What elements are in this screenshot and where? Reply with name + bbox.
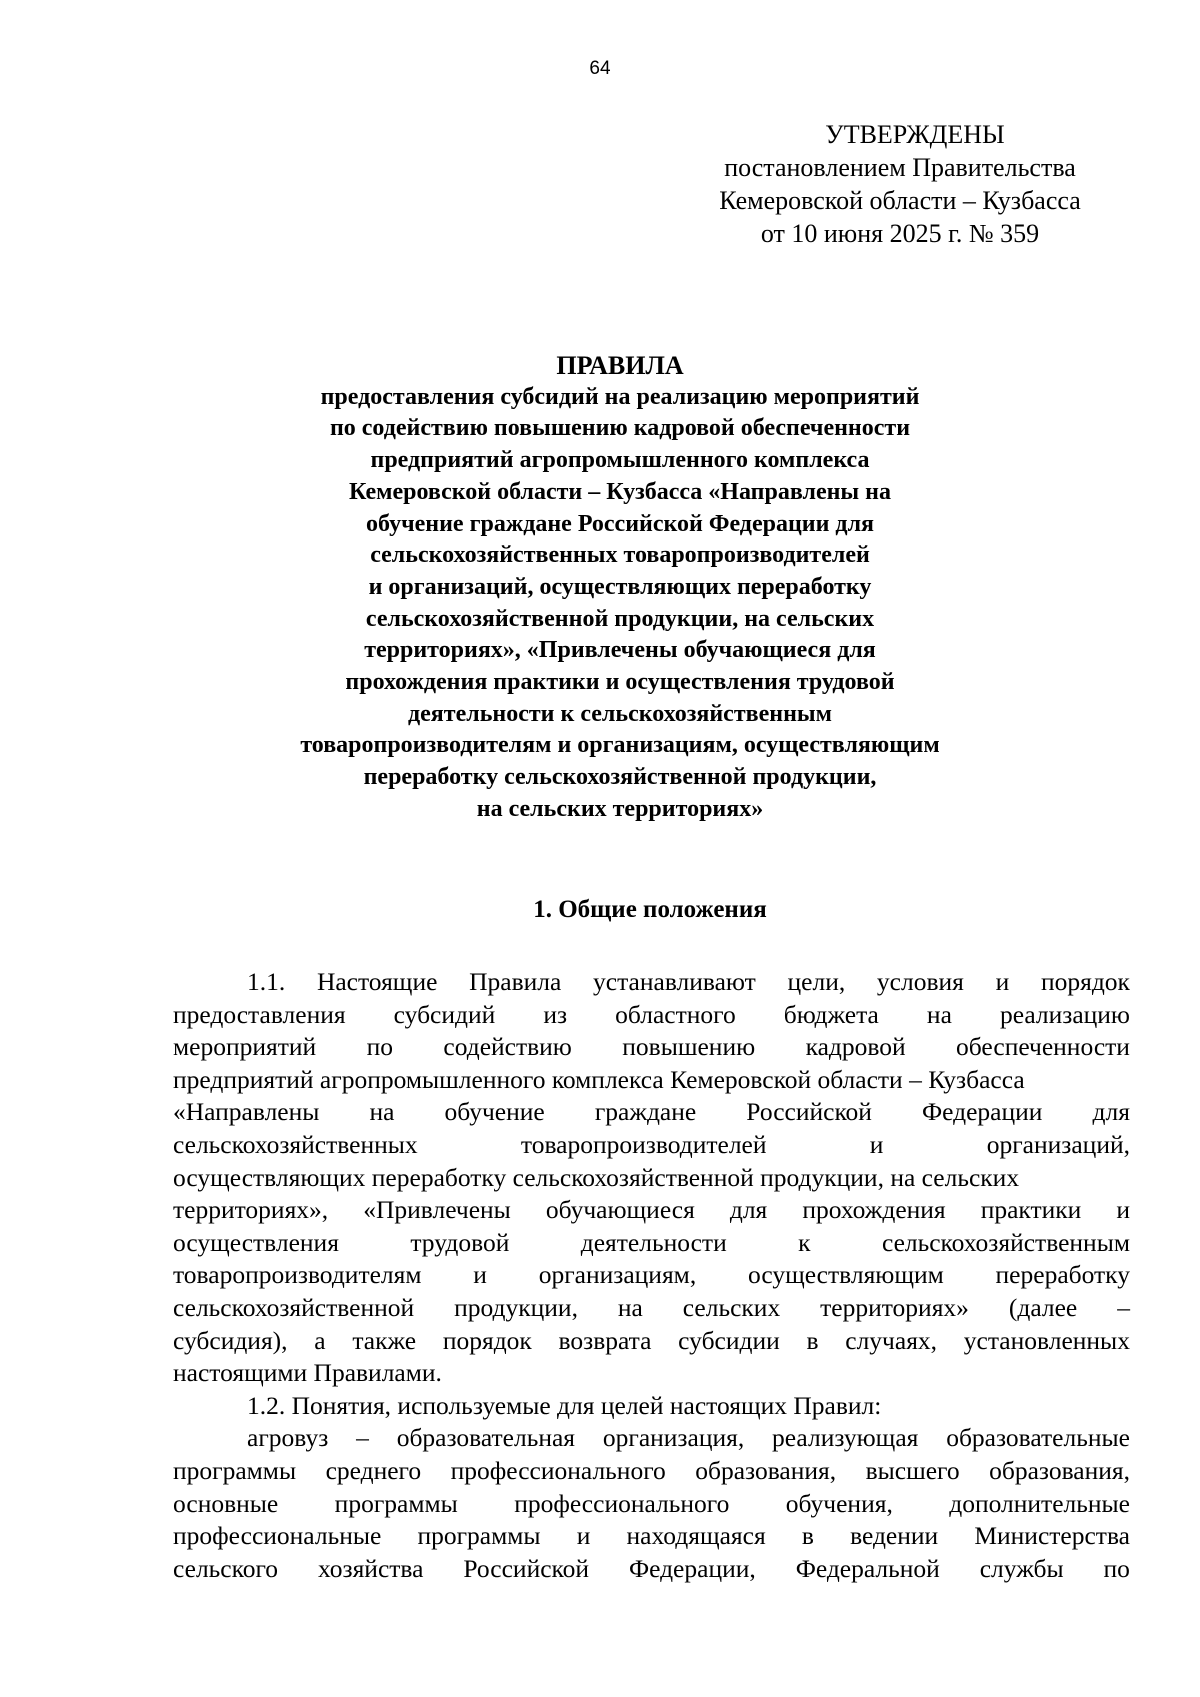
word: обучение (444, 1097, 545, 1127)
approval-line: Кемеровской области – Кузбасса (719, 186, 1081, 215)
word: осуществляющим (747, 1260, 944, 1290)
word: организациям, (538, 1260, 697, 1290)
word: хозяйства (317, 1553, 424, 1583)
word: осуществляющих переработку сельскохозяйственной продукции, на сельских (173, 1162, 1020, 1192)
word: «Направлены (173, 1097, 320, 1127)
page-number: 64 (589, 58, 611, 79)
word: в (801, 1521, 814, 1551)
title-line: сельскохозяйственных товаропроизводителей (370, 542, 870, 569)
word: мероприятий (173, 1032, 317, 1062)
word: территориях» (820, 1292, 969, 1322)
word: Правила (469, 967, 562, 996)
word: Министерства (974, 1521, 1130, 1551)
word: дополнительные (949, 1488, 1130, 1518)
approval-stamp (690, 118, 1110, 250)
paragraph-line (173, 1129, 1130, 1162)
word: на (369, 1097, 395, 1127)
title-line: переработку сельскохозяйственной продукции, (363, 764, 877, 791)
paragraph-definition-agrovuz (173, 1422, 1130, 1585)
word: субсидий (393, 999, 496, 1029)
word: Российской (746, 1097, 872, 1127)
title-line: товаропроизводителям и организациям, осуществляющим (300, 732, 940, 759)
paragraph-line: настоящими Правилами. (173, 1358, 442, 1388)
paragraph-line (173, 1488, 1130, 1521)
paragraph-line (173, 1162, 1130, 1195)
paragraph-line (173, 1064, 1130, 1097)
word: агровуз (247, 1423, 329, 1453)
body-text (173, 966, 1130, 1585)
word: организация, (602, 1423, 745, 1453)
word: для (729, 1195, 768, 1225)
word: Российской (463, 1553, 590, 1583)
word: кадровой (805, 1032, 906, 1062)
word: в (806, 1325, 819, 1355)
word: также (352, 1325, 417, 1355)
paragraph-line (173, 1259, 1130, 1292)
paragraph-1-2: 1.2. Понятия, используемые для целей настоящих Правил: (247, 1390, 882, 1420)
word: программы (173, 1455, 297, 1485)
word: образовательная (396, 1423, 576, 1453)
word: реализацию (999, 999, 1130, 1029)
word: случаях, (845, 1325, 938, 1355)
word: программы (334, 1488, 458, 1518)
title-main: ПРАВИЛА (556, 351, 684, 380)
word: прохождения (802, 1195, 946, 1225)
word: условия (876, 967, 964, 996)
word: образования, (695, 1455, 837, 1485)
title-line: деятельности к сельскохозяйственным (408, 700, 832, 727)
word: службы (979, 1553, 1064, 1583)
word: сельских (682, 1292, 781, 1322)
title-line: территориях», «Привлечены обучающиеся для (364, 637, 876, 664)
word: из (543, 999, 568, 1029)
word: и (473, 1260, 487, 1290)
word: программы (417, 1521, 541, 1551)
title-line: обучение граждане Российской Федерации для (365, 510, 875, 537)
word: для (1092, 1097, 1130, 1127)
word: порядок (1040, 967, 1130, 996)
word: цели, (787, 967, 846, 996)
word: ведении (850, 1521, 939, 1551)
word: товаропроизводителям (173, 1260, 422, 1290)
paragraph-line (173, 1292, 1130, 1325)
paragraph-line (173, 1455, 1130, 1488)
word: товаропроизводителей (520, 1129, 767, 1159)
paragraph-line (173, 1031, 1130, 1064)
paragraph-line (173, 1194, 1130, 1227)
title-line: предприятий агропромышленного комплекса (370, 447, 870, 474)
word: порядок (442, 1325, 532, 1355)
word: находящаяся (626, 1521, 766, 1551)
word: территориях», (173, 1195, 329, 1225)
word: переработку (995, 1260, 1130, 1290)
word: образования, (989, 1455, 1130, 1485)
word: – (356, 1423, 369, 1453)
word: осуществления (173, 1227, 339, 1257)
word: высшего (865, 1455, 960, 1485)
word: профессиональные (173, 1521, 382, 1551)
document-title (200, 350, 1040, 826)
word: субсидии (678, 1325, 780, 1355)
word: 1.1. (247, 967, 286, 996)
word: сельскохозяйственных (173, 1129, 418, 1159)
word: реализующая (772, 1423, 919, 1453)
paragraph-1-1 (173, 966, 1130, 1357)
title-line: и организаций, осуществляющих переработку (368, 573, 872, 600)
word: сельского (173, 1553, 279, 1583)
paragraph-line (173, 1422, 1130, 1455)
paragraph-line (173, 1553, 1130, 1586)
section-heading: 1. Общие положения (533, 896, 767, 923)
word: Настоящие (316, 967, 438, 996)
paragraph-line (173, 1096, 1130, 1129)
word: среднего (325, 1455, 422, 1485)
word: и (869, 1129, 884, 1159)
word: предприятий агропромышленного комплекса Кемеровской области – Кузбасса (173, 1064, 1025, 1094)
word: профессионального (514, 1488, 730, 1518)
title-line: Кемеровской области – Кузбасса «Направлены на (348, 478, 891, 505)
word: областного (615, 999, 736, 1029)
word: (далее (1008, 1292, 1078, 1322)
word: практики (980, 1195, 1082, 1225)
word: и (995, 967, 1010, 996)
word: образовательные (946, 1423, 1130, 1453)
approval-line: постановлением Правительства (724, 153, 1076, 182)
word: сельскохозяйственным (881, 1227, 1130, 1257)
title-line: сельскохозяйственной продукции, на сельских (365, 605, 875, 632)
word: установленных (963, 1325, 1130, 1355)
word: и (1116, 1195, 1130, 1225)
word: предоставления (173, 999, 346, 1029)
word: обучающиеся (545, 1195, 695, 1225)
approval-date-number: от 10 июня 2025 г. № 359 (760, 219, 1040, 248)
paragraph-line (173, 966, 1130, 999)
word: по (366, 1032, 393, 1062)
word: повышению (622, 1032, 756, 1062)
word: содействию (443, 1032, 572, 1062)
word: к (798, 1227, 811, 1257)
word: а (314, 1325, 326, 1355)
title-line: прохождения практики и осуществления трудовой (345, 669, 895, 696)
word: «Привлечены (363, 1195, 511, 1225)
paragraph-line (173, 1520, 1130, 1553)
paragraph-line (173, 1227, 1130, 1260)
title-line: по содействию повышению кадровой обеспеченности (329, 415, 911, 442)
word: обучения, (785, 1488, 893, 1518)
word: профессионального (450, 1455, 666, 1485)
word: Федеральной (795, 1553, 940, 1583)
word: бюджета (783, 999, 879, 1029)
word: на (926, 999, 952, 1029)
word: продукции, (454, 1292, 578, 1322)
word: на (617, 1292, 643, 1322)
word: трудовой (410, 1227, 510, 1257)
word: сельскохозяйственной (173, 1292, 415, 1322)
word: Федерации (922, 1097, 1043, 1127)
word: субсидия), (173, 1325, 288, 1355)
word: устанавливают (593, 967, 756, 996)
approval-heading: УТВЕРЖДЕНЫ (825, 120, 1005, 149)
title-line: предоставления субсидий на реализацию мероприятий (320, 383, 920, 410)
title-line: на сельских территориях» (476, 795, 764, 822)
word: возврата (558, 1325, 652, 1355)
word: – (1117, 1292, 1130, 1322)
word: деятельности (580, 1227, 727, 1257)
word: Федерации, (628, 1553, 756, 1583)
word: граждане (594, 1097, 697, 1127)
word: по (1103, 1553, 1130, 1583)
paragraph-line (173, 999, 1130, 1032)
word: организаций, (986, 1129, 1130, 1159)
word: и (576, 1521, 591, 1551)
word: основные (173, 1488, 279, 1518)
word: обеспеченности (956, 1032, 1130, 1062)
paragraph-line (173, 1325, 1130, 1358)
